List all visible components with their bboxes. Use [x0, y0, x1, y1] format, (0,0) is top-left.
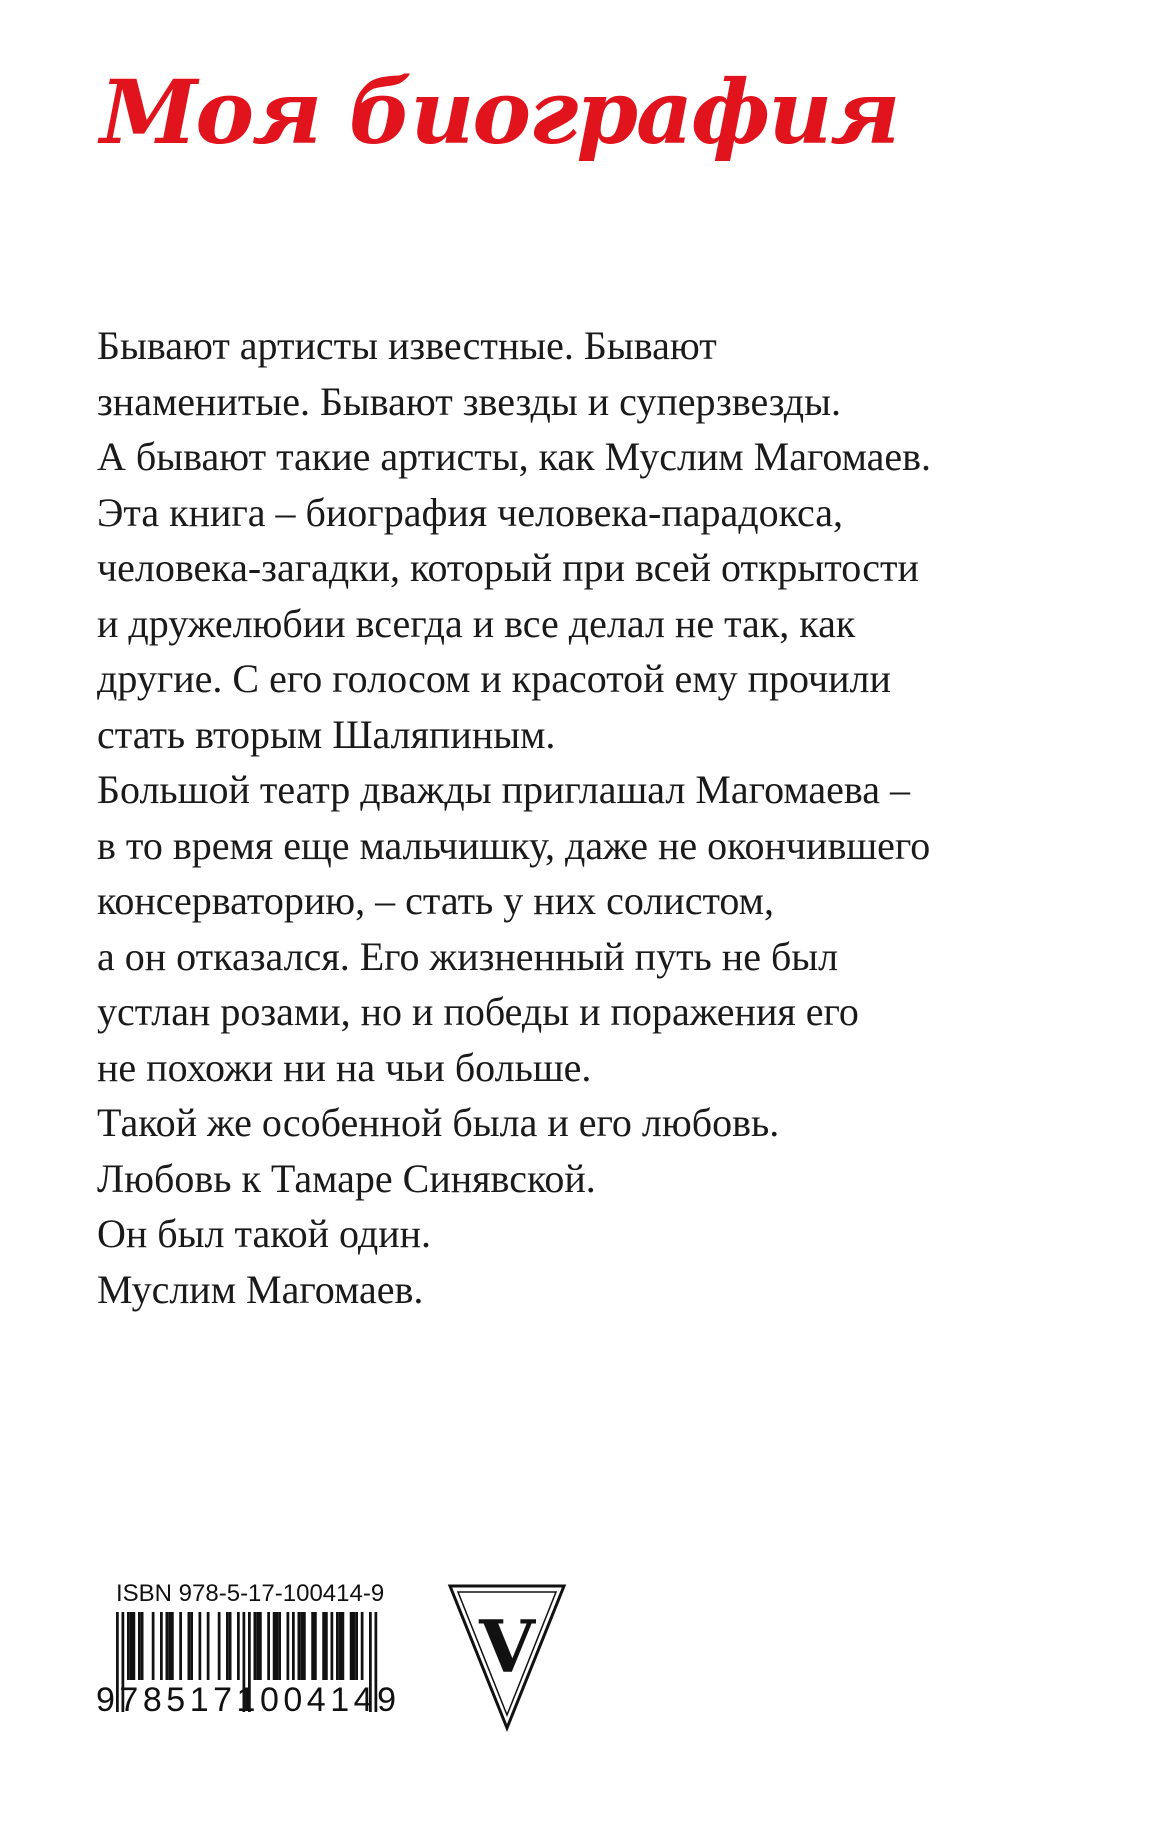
barcode-bar [276, 1612, 279, 1680]
barcode-bar [292, 1612, 295, 1680]
barcode-bar [166, 1612, 169, 1680]
barcode-bar [199, 1612, 202, 1680]
barcode-bar [133, 1612, 136, 1680]
publisher-logo-letter: V [479, 1604, 535, 1689]
series-title: Моя биография [100, 60, 899, 164]
barcode-bar [229, 1612, 232, 1680]
barcode [94, 1610, 399, 1715]
barcode-bar [314, 1612, 317, 1680]
blurb-line: а он отказался. Его жизненный путь не был [97, 933, 839, 979]
blurb-line: стать вторым Шаляпиным. [97, 711, 556, 757]
barcode-bar [287, 1612, 290, 1680]
blurb-text [97, 318, 1057, 1317]
isbn-barcode-block [94, 1580, 399, 1715]
blurb-line: другие. С его голосом и красотой ему прочили [97, 656, 891, 701]
barcode-bar [207, 1612, 210, 1680]
barcode-bar [190, 1612, 193, 1680]
barcode-bar [141, 1612, 144, 1680]
blurb-line: устлан розами, но и победы и поражения его [97, 989, 859, 1034]
blurb-line: Муслим Магомаев. [97, 1266, 424, 1312]
blurb-line: Такой же особенной была и его любовь. [97, 1100, 780, 1145]
blurb-line: знаменитые. Бывают звезды и суперзвезды. [97, 378, 842, 424]
barcode-bar [226, 1612, 229, 1680]
barcode-bar [311, 1612, 314, 1680]
barcode-bar [300, 1612, 303, 1680]
blurb-line: консерваторию, – стать у них солистом, [97, 878, 774, 923]
blurb-line: человека-загадки, который при всей открытости [97, 545, 919, 590]
blurb-line: Любовь к Тамаре Синявской. [97, 1155, 596, 1201]
barcode-bar [278, 1612, 281, 1680]
barcode-bar [298, 1612, 301, 1680]
barcode-bar [116, 1612, 119, 1712]
barcode-bar [355, 1612, 358, 1680]
blurb-line: не похожи ни на чьи больше. [97, 1044, 592, 1090]
barcode-bar [237, 1612, 240, 1680]
barcode-bar [267, 1612, 270, 1680]
barcode-bar [168, 1612, 171, 1680]
barcode-bar [273, 1612, 276, 1680]
barcode-bar [325, 1612, 328, 1680]
blurb-line: Большой театр дважды приглашал Магомаева – [97, 767, 910, 812]
publisher-logo [447, 1582, 567, 1732]
barcode-bar [179, 1612, 182, 1680]
barcode-bar [256, 1612, 259, 1680]
barcode-bar [342, 1612, 345, 1680]
barcode-bar [160, 1612, 163, 1680]
barcode-bar [130, 1612, 133, 1680]
barcode-bar [353, 1612, 356, 1680]
barcode-bar [254, 1612, 257, 1680]
blurb-line: и дружелюбии всегда и все делал не так, как [97, 600, 856, 646]
blurb-line: Эта книга – биография человека-парадокса, [97, 489, 844, 535]
barcode-bar [188, 1612, 191, 1680]
barcode-bar [259, 1612, 262, 1680]
barcode-bar [127, 1612, 130, 1680]
barcode-bar [336, 1612, 339, 1680]
barcode-bar [218, 1612, 221, 1680]
barcode-bar [339, 1612, 342, 1680]
barcode-bar [322, 1612, 325, 1680]
barcode-bar [152, 1612, 155, 1680]
blurb-line: Он был такой один. [97, 1211, 432, 1256]
barcode-bar [303, 1612, 306, 1680]
blurb-line: Бывают артисты известные. Бывают [97, 323, 717, 368]
blurb-line: А бывают такие артисты, как Муслим Магомаев. [97, 434, 932, 479]
barcode-bar [361, 1612, 364, 1680]
barcode-bar [331, 1612, 334, 1680]
barcode-bar [138, 1612, 141, 1680]
barcode-bar [350, 1612, 353, 1680]
barcode-digits: 9785171004149 [96, 1681, 396, 1715]
blurb-line: в то время еще мальчишку, даже не окончившего [97, 822, 931, 868]
isbn-label: ISBN 978-5-17-100414-9 [116, 1580, 385, 1607]
barcode-bar [171, 1612, 174, 1680]
